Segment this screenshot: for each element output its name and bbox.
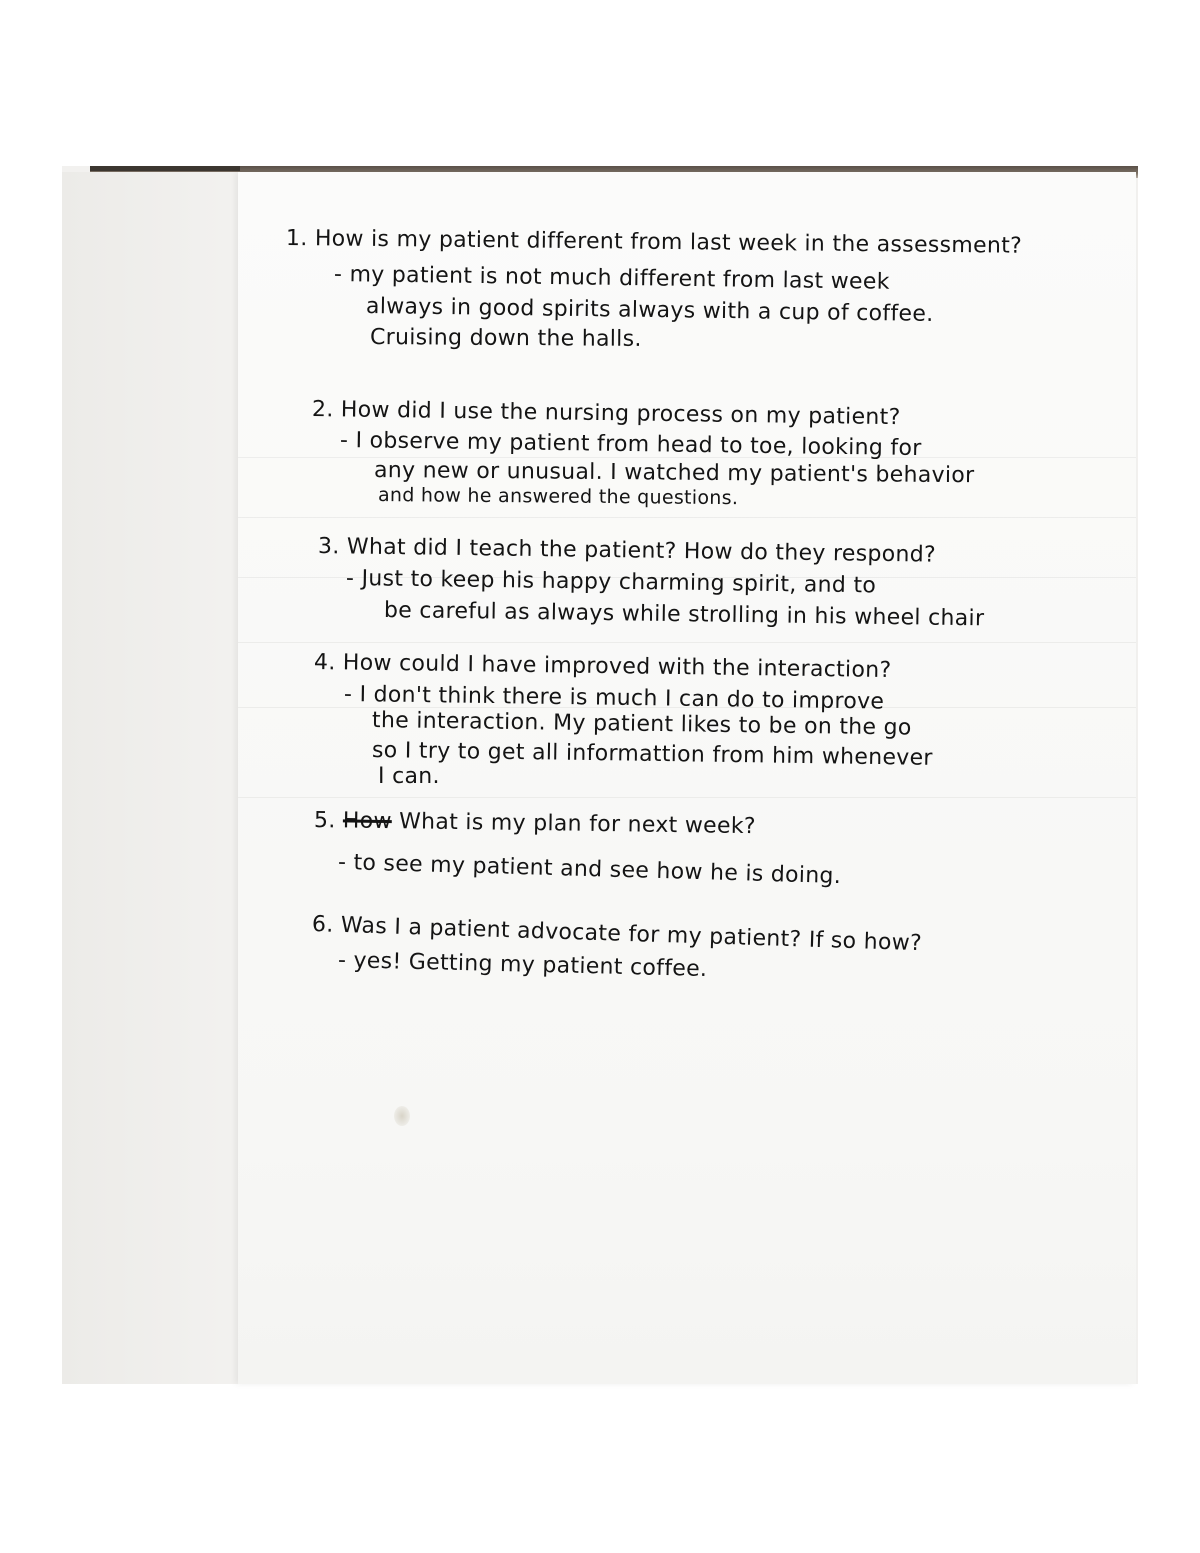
item-1-answer-line-3: Cruising down the halls. — [369, 325, 642, 352]
item-6-answer-line-1: - yes! Getting my patient coffee. — [337, 948, 708, 983]
item-4-answer-line-2: the interaction. My patient likes to be on the go — [371, 708, 912, 741]
item-4-number: 4. — [313, 650, 336, 676]
item-2-question-text: How did I use the nursing process on my patient? — [340, 397, 901, 431]
item-3-answer-line-2: be careful as always while strolling in his wheel chair — [383, 598, 985, 632]
item-5-question-text: What is my plan for next week? — [398, 809, 756, 840]
item-5-struck-word: How — [342, 808, 392, 835]
back-page — [62, 172, 252, 1384]
notebook-page — [238, 172, 1136, 1384]
item-5-answer-line-1: - to see my patient and see how he is doing. — [337, 850, 842, 890]
item-1-answer-line-1: - my patient is not much different from last week — [333, 262, 890, 295]
item-4-question-text: How could I have improved with the interaction? — [342, 650, 892, 684]
ruled-line — [238, 642, 1136, 643]
item-5-number: 5. — [313, 808, 336, 834]
item-2-number: 2. — [311, 397, 334, 423]
item-4-answer-line-1: - I don't think there is much I can do to improve — [343, 682, 885, 715]
ruled-line — [238, 517, 1136, 518]
item-2-answer-line-2: any new or unusual. I watched my patient's behavior — [373, 458, 975, 489]
smudge-mark — [394, 1106, 410, 1126]
item-4-answer-line-3: so I try to get all informattion from him whenever — [371, 738, 933, 771]
ruled-line — [238, 797, 1136, 798]
item-1-number: 1. — [285, 226, 308, 252]
item-3-answer-line-1: - Just to keep his happy charming spirit, and to — [345, 566, 877, 599]
table-edge-dark — [90, 166, 240, 171]
item-2-answer-line-3: and how he answered the questions. — [377, 484, 739, 510]
item-1-answer-line-2: always in good spirits always with a cup of coffee. — [365, 294, 934, 327]
item-1-question-text: How is my patient different from last week in the assessment? — [314, 226, 1023, 259]
item-4-answer-line-4: I can. — [378, 764, 440, 789]
item-3-number: 3. — [317, 534, 340, 560]
item-3-question-text: What did I teach the patient? How do they respond? — [346, 534, 937, 568]
item-6-number: 6. — [311, 912, 334, 938]
item-2-answer-line-1: - I observe my patient from head to toe, looking for — [339, 428, 922, 462]
item-6-question-text: Was I a patient advocate for my patient? If so how? — [340, 912, 923, 957]
